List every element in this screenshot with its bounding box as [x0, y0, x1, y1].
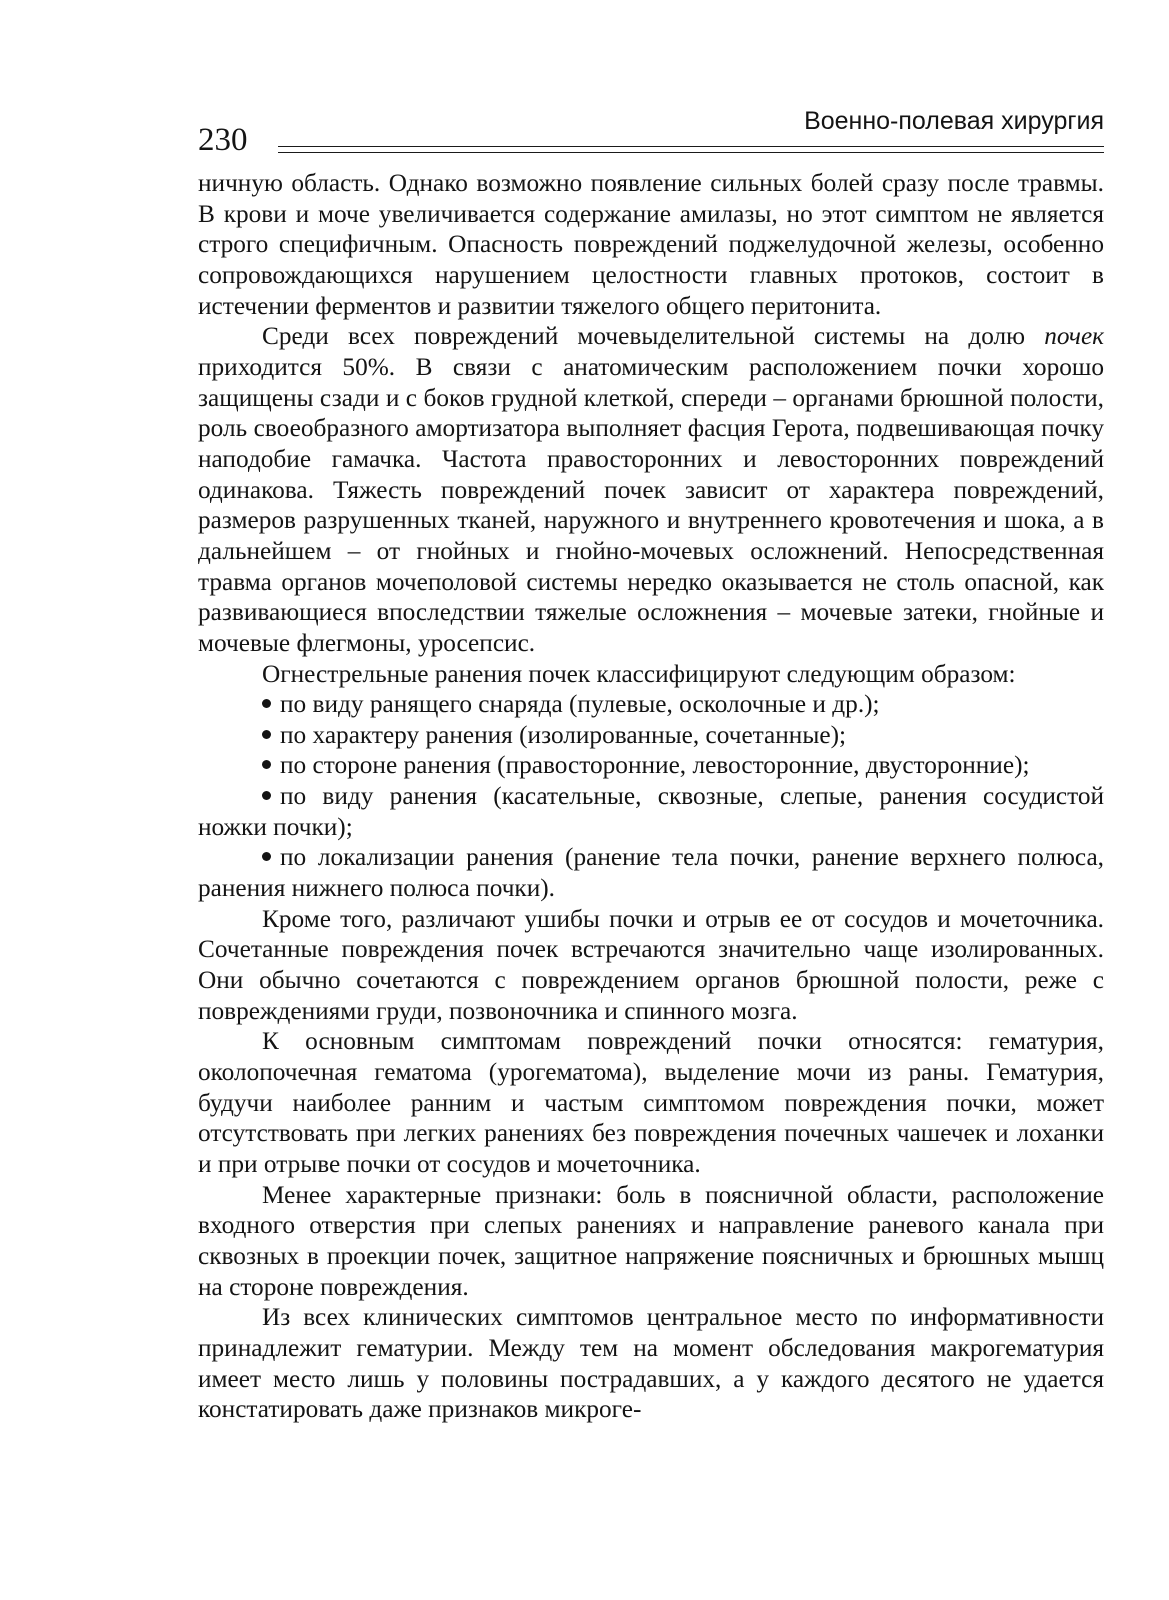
paragraph-text-start: Среди всех повреждений мочевыделительной системы на долю: [262, 322, 1026, 351]
page-number: 230: [198, 122, 248, 158]
paragraph-text-rest: приходится 50%. В связи с анатомическим расположением почки хорошо защищены сзади и с боков грудной клеткой, спереди – органами брюшной полости, роль своеобразного амортизатора выполняет фасция Герота, подвешивающая почку наподобие гамачка. Частота правосторонних и левосторонних повреждений одинакова. Тяжесть повреждений почек зависит от характера повреждений, размеров разрушенных тканей, наружного и внутреннего кровотечения и шока, а в дальнейшем – от гнойных и гнойно-мочевых осложнений. Непосредственная травма органов мочеполовой системы нередко оказывается не столь опасной, как развивающиеся впоследствии тяжелые осложнения – мочевые затеки, гнойные и мочевые флегмоны, уросепсис.: [198, 352, 1104, 657]
bullet-icon: [262, 699, 271, 708]
list-item: [198, 750, 1104, 781]
list-item-text: по локализации ранения (ранение тела почки, ранение верхнего полюса, ранения нижнего полюса почки).: [198, 843, 1104, 903]
list-item: [198, 720, 1104, 751]
paragraph-combined-injuries: Кроме того, различают ушибы почки и отрыв ее от сосудов и мочеточника. Сочетанные повреждения почек встречаются значительно чаще изолированных. Они обычно сочетаются с повреждением органов брюшной полости, реже с повреждениями груди, позвоночника и спинного мозга.: [198, 904, 1104, 1025]
list-item-text: по виду ранящего снаряда (пулевые, осколочные и др.);: [280, 690, 880, 719]
paragraph-kidney-injuries: [198, 321, 1104, 658]
list-item: [198, 781, 1104, 842]
header-rule-top: [278, 146, 1104, 147]
running-head: [198, 104, 1104, 160]
bullet-icon: [262, 852, 271, 861]
bullet-icon: [262, 730, 271, 739]
header-rule-bottom: [278, 152, 1104, 153]
list-item-text: по характеру ранения (изолированные, сочетанные);: [280, 720, 847, 749]
paragraph-continuation: ничную область. Однако возможно появление сильных болей сразу после травмы. В крови и моче увеличивается содержание амилазы, но этот симптом не является строго специфичным. Опасность повреждений поджелудочной железы, особенно сопровождающихся нарушением целостности главных протоков, состоит в истечении ферментов и развитии тяжелого общего перитонита.: [198, 169, 1104, 320]
list-item: [198, 689, 1104, 720]
list-item: [198, 842, 1104, 903]
paragraph-hematuria: Из всех клинических симптомов центральное место по информативности принадлежит гематурии. Между тем на момент обследования макрогематурия имеет место лишь у половины пострадавших, а у каждого десятого не удается констатировать даже признаков микроге-: [198, 1303, 1104, 1424]
paragraph-secondary-signs: Менее характерные признаки: боль в поясничной области, расположение входного отверстия при слепых ранениях и направление раневого канала при сквозных в проекции почек, защитное напряжение поясничных и брюшных мышц на стороне повреждения.: [198, 1180, 1104, 1301]
list-item-text: по стороне ранения (правосторонние, левосторонние, двусторонние);: [280, 751, 1030, 780]
paragraph-main-symptoms: К основным симптомам повреждений почки относятся: гематурия, околопочечная гематома (урогематома), выделение мочи из раны. Гематурия, будучи наиболее ранним и частым симптомом повреждения почки, может отсутствовать при легких ранениях без повреждения почечных чашечек и лоханки и при отрыве почки от сосудов и мочеточника.: [198, 1027, 1104, 1178]
body-text: [198, 168, 1104, 1425]
bullet-icon: [262, 791, 271, 800]
bullet-icon: [262, 760, 271, 769]
paragraph-classification-intro: Огнестрельные ранения почек классифицируют следующим образом:: [262, 659, 1016, 688]
book-title: Военно-полевая хирургия: [804, 107, 1104, 135]
italic-term: почек: [1044, 322, 1105, 351]
list-item-text: по виду ранения (касательные, сквозные, слепые, ранения сосудистой ножки почки);: [198, 782, 1104, 841]
